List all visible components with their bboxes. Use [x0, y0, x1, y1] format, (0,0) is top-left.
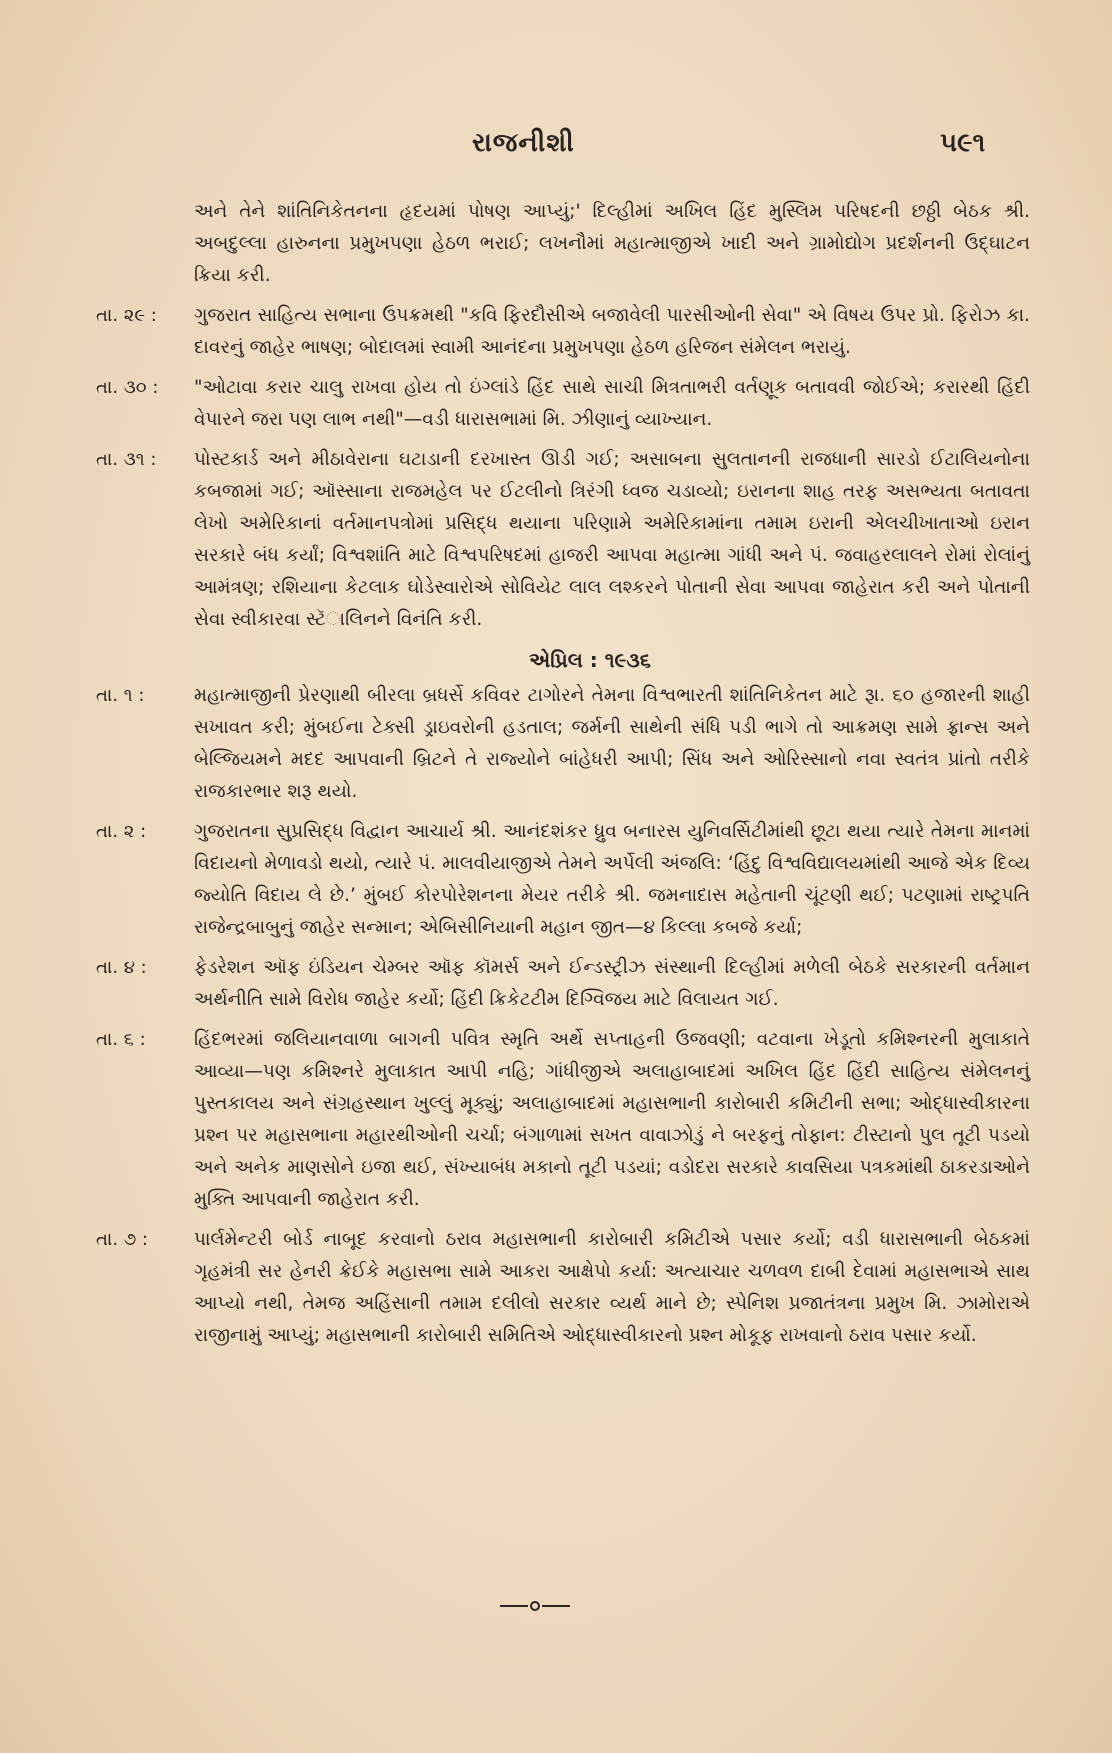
diary-entry [90, 816, 1030, 944]
entry-date: તા. ૩૦ : [96, 377, 159, 398]
entry-text: "ઓટાવા કરાર ચાલુ રાખવા હોય તો ઇંગ્લાંડે હિંદ સાથે સાચી મિત્રતાભરી વર્તણૂક બતાવવી જોઈએ; કરારથી હિંદી વેપારને જરા પણ લાભ નથી"—વડી ધારાસભામાં મિ. ઝીણાનું વ્યાખ્યાન. [194, 377, 1030, 430]
entry-date: તા. ૨૯ : [96, 305, 157, 326]
entry-date: તા. ૪ : [96, 957, 147, 978]
entry-text: અને તેને શાંતિનિકેતનના હૃદયમાં પોષણ આપ્યું;' દિલ્હીમાં અખિલ હિંદ મુસ્લિમ પરિષદની છઠ્ઠી બેઠક શ્રી. અબદુલ્લા હારુનના પ્રમુખપણા હેઠળ ભરાઈ; લખનૌમાં મહાત્માજીએ ખાદી અને ગ્રામોદ્યોગ પ્રદર્શનની ઉદ્‌ઘાટન ક્રિયા કરી. [194, 201, 1030, 286]
diary-entry [90, 300, 1030, 364]
entry-date: તા. ૬ : [96, 1029, 146, 1050]
entry-date: તા. ૩૧ : [96, 449, 157, 470]
diary-entry [90, 372, 1030, 436]
diary-entry [90, 444, 1030, 636]
entry-text: ગુજરાતના સુપ્રસિદ્ધ વિદ્વાન આચાર્ય શ્રી. આનંદશંકર ધ્રુવ બનારસ યુનિવર્સિટીમાંથી છૂટા થયા ત્યારે તેમના માનમાં વિદાયનો મેળાવડો થયો, ત્યારે પં. માલવીયાજીએ તેમને અર્પેલી અંજલિ: ‘હિંદુ વિશ્વવિદ્યાલયમાંથી આજે એક દિવ્ય જ્યોતિ વિદાય લે છે.’ મુંબઈ કોરપોરેશનના મેયર તરીકે શ્રી. જમનાદાસ મહેતાની ચૂંટણી થઈ; પટણામાં રાષ્ટ્રપતિ રાજેન્દ્રબાબુનું જાહેર સન્માન; એબિસીનિયાની મહાન જીત—૪ કિલ્લા કબજે કર્યા; [194, 821, 1030, 938]
diary-entry [90, 1224, 1030, 1352]
entry-text: પાર્લમેન્ટરી બોર્ડ નાબૂદ કરવાનો ઠરાવ મહાસભાની કારોબારી કમિટીએ પસાર કર્યો; વડી ધારાસભાની બેઠકમાં ગૃહમંત્રી સર હેનરી ક્રેઈકે મહાસભા સામે આકરા આક્ષેપો કર્યા: અત્યાચાર ચળવળ દાબી દેવામાં મહાસભાએ સાથ આપ્યો નથી, તેમજ અહિંસાની તમામ દલીલો સરકાર વ્યર્થ માને છે; સ્પેનિશ પ્રજાતંત્રના પ્રમુખ મિ. ઝામોરાએ રાજીનામું આપ્યું; મહાસભાની કારોબારી સમિતિએ ઓદ્ધાસ્વીકારનો પ્રશ્ન મોકૂફ રાખવાનો ઠરાવ પસાર કર્યો. [194, 1229, 1030, 1346]
running-title: રાજનીશી [472, 128, 575, 158]
end-ornament [500, 1596, 570, 1616]
diary-entry [90, 1024, 1030, 1216]
diary-entry [90, 680, 1030, 808]
diary-content [90, 196, 1030, 1360]
entry-text: ફેડરેશન ઑફ ઇંડિયન ચેમ્બર ઑફ કૉમર્સ અને ઈન્ડસ્ટ્રીઝ સંસ્થાની દિલ્હીમાં મળેલી બેઠકે સરકારની વર્તમાન અર્થનીતિ સામે વિરોધ જાહેર કર્યો; હિંદી ક્રિકેટટીમ દિગ્વિજય માટે વિલાયત ગઈ. [194, 957, 1030, 1010]
continuation-paragraph [90, 196, 1030, 292]
entry-text: પોસ્ટકાર્ડ અને મીઠાવેરાના ઘટાડાની દરખાસ્ત ઊડી ગઈ; અસાબના સુલતાનની રાજધાની સારડો ઈટાલિયનોના કબજામાં ગઈ; ઑસ્સાના રાજમહેલ પર ઈટલીનો ત્રિરંગી ધ્વજ ચડાવ્યો; ઇરાનના શાહ તરફ અસભ્યતા બતાવતા લેખો અમેરિકાનાં વર્તમાનપત્રોમાં પ્રસિદ્ધ થયાના પરિણામે અમેરિકામાંના તમામ ઇરાની એલચીખાતાઓ ઇરાન સરકારે બંધ કર્યાં; વિશ્વશાંતિ માટે વિશ્વપરિષદમાં હાજરી આપવા મહાત્મા ગાંધી અને પં. જવાહરલાલને રોમાં રોલાંનું આમંત્રણ; રશિયાના કેટલાક ઘોડેસ્વારોએ સોવિયેટ લાલ લશ્કરને પોતાની સેવા આપવા જાહેરાત કરી અને પોતાની સેવા સ્વીકારવા સ્ટૅાલિનને વિનંતિ કરી. [194, 449, 1030, 630]
month-heading: એપ્રિલ : ૧૯૩૬ [529, 648, 651, 672]
entry-text: ગુજરાત સાહિત્ય સભાના ઉપક્રમથી "કવિ ફિરદૌસીએ બજાવેલી પારસીઓની સેવા" એ વિષય ઉપર પ્રો. ફિરોઝ કા. દાવરનું જાહેર ભાષણ; બોદાલમાં સ્વામી આનંદના પ્રમુખપણા હેઠળ હરિજન સંમેલન ભરાયું. [194, 305, 1030, 358]
entry-date: તા. ૭ : [96, 1229, 149, 1250]
entry-text: મહાત્માજીની પ્રેરણાથી બીરલા બ્રધર્સે કવિવર ટાગોરને તેમના વિશ્વભારતી શાંતિનિકેતન માટે રૂા. ૬૦ હજારની શાહી સખાવત કરી; મુંબઈના ટેક્સી ડ્રાઇવરોની હડતાલ; જર્મની સાથેની સંધિ પડી ભાગે તો આક્રમણ સામે ફ્રાન્સ અને બેલ્જિયમને મદદ આપવાની બ્રિટને તે રાજ્યોને બાંહેધરી આપી; સિંધ અને ઓરિસ્સાનો નવા સ્વતંત્ર પ્રાંતો તરીકે રાજકારભાર શરૂ થયો. [194, 685, 1030, 802]
entry-date: તા. ૨ : [96, 821, 147, 842]
diary-entry [90, 952, 1030, 1016]
page-number: ૫૯૧ [940, 128, 986, 158]
page-header [0, 128, 1112, 168]
entry-date: તા. ૧ : [96, 685, 145, 706]
entry-text: હિંદભરમાં જલિયાનવાળા બાગની પવિત્ર સ્મૃતિ અર્થે સપ્તાહની ઉજવણી; વટવાના ખેડૂતો કમિશ્નરની મુલાકાતે આવ્યા—પણ કમિશ્નરે મુલાકાત આપી નહિ; ગાંધીજીએ અલાહાબાદમાં અખિલ હિંદ હિંદી સાહિત્ય સંમેલનનું પુસ્તકાલય અને સંગ્રહસ્થાન ખુલ્લું મૂક્યું; અલાહાબાદમાં મહાસભાની કારોબારી કમિટીની સભા; ઓદ્ધાસ્વીકારના પ્રશ્ન પર મહાસભાના મહારથીઓની ચર્ચા; બંગાળામાં સખત વાવાઝોડું ને બરફનું તોફાન: ટીસ્ટાનો પુલ તૂટી પડયો અને અનેક માણસોને ઇજા થઈ, સંખ્યાબંધ મકાનો તૂટી પડયાં; વડોદરા સરકારે કાવસિયા પત્રકમાંથી ઠાકરડાઓને મુક્તિ આપવાની જાહેરાત કરી. [194, 1029, 1030, 1210]
